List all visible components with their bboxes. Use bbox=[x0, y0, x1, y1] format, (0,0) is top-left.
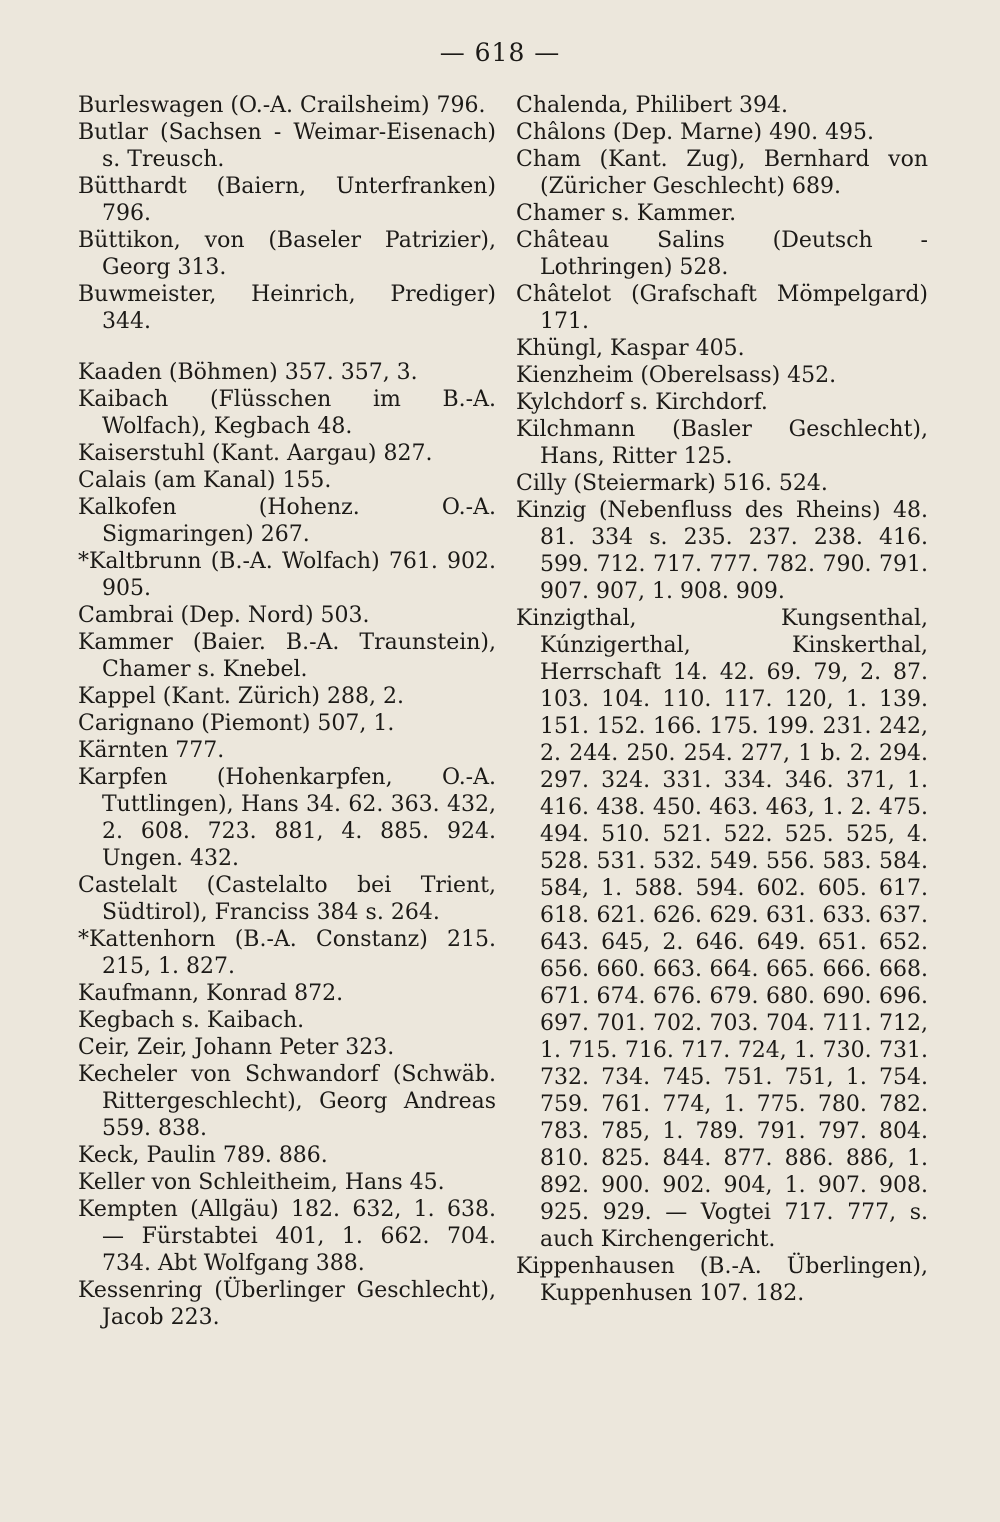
index-entry: Kappel (Kant. Zürich) 288, 2. bbox=[78, 684, 404, 709]
index-entry: Kaiserstuhl (Kant. Aargau) 827. bbox=[78, 441, 433, 466]
index-entry: Kecheler von Schwandorf (Schwäb. Rittergeschlecht), Georg Andreas 559. 838. bbox=[78, 1062, 496, 1141]
index-entry: Cilly (Steiermark) 516. 524. bbox=[516, 471, 828, 496]
index-entry: Butlar (Sachsen - Weimar-Eisenach) s. Treusch. bbox=[78, 120, 496, 172]
left-column bbox=[78, 92, 496, 1331]
index-entry: Kammer (Baier. B.-A. Traunstein), Chamer s. Knebel. bbox=[78, 630, 496, 682]
section-gap bbox=[78, 335, 496, 359]
index-entry: Burleswagen (O.-A. Crailsheim) 796. bbox=[78, 93, 486, 118]
index-entry: Cambrai (Dep. Nord) 503. bbox=[78, 603, 370, 628]
right-column bbox=[516, 92, 928, 1307]
index-entry: Calais (am Kanal) 155. bbox=[78, 468, 332, 493]
index-entry: Keck, Paulin 789. 886. bbox=[78, 1143, 328, 1168]
index-entry: *Kaltbrunn (B.-A. Wolfach) 761. 902. 905. bbox=[78, 549, 496, 601]
index-entry: Kaufmann, Konrad 872. bbox=[78, 981, 344, 1006]
index-entry: Châtelot (Grafschaft Mömpelgard) 171. bbox=[516, 282, 928, 334]
index-entry: Keller von Schleitheim, Hans 45. bbox=[78, 1170, 445, 1195]
index-entry: Kaibach (Flüsschen im B.-A. Wolfach), Kegbach 48. bbox=[78, 387, 496, 439]
index-entry: Châlons (Dep. Marne) 490. 495. bbox=[516, 120, 875, 145]
index-entry: Kegbach s. Kaibach. bbox=[78, 1008, 305, 1033]
index-entry: Carignano (Piemont) 507, 1. bbox=[78, 711, 395, 736]
index-entry: Buwmeister, Heinrich, Prediger) 344. bbox=[78, 282, 496, 334]
index-entry: Chamer s. Kammer. bbox=[516, 201, 737, 226]
index-entry: Kalkofen (Hohenz. O.-A. Sigmaringen) 267. bbox=[78, 495, 496, 547]
index-entry: Cham (Kant. Zug), Bernhard von (Züricher Geschlecht) 689. bbox=[516, 147, 928, 199]
index-entry: Karpfen (Hohenkarpfen, O.-A. Tuttlingen), Hans 34. 62. 363. 432, 2. 608. 723. 881, 4. 885. 924. Ungen. 432. bbox=[78, 765, 496, 871]
index-entry: Kylchdorf s. Kirchdorf. bbox=[516, 390, 768, 415]
index-entry: Kippenhausen (B.-A. Überlingen), Kuppenhusen 107. 182. bbox=[516, 1254, 928, 1306]
index-entry: Büttikon, von (Baseler Patrizier), Georg 313. bbox=[78, 228, 496, 280]
index-entry: Chalenda, Philibert 394. bbox=[516, 93, 789, 118]
index-entry: Château Salins (Deutsch - Lothringen) 528. bbox=[516, 228, 928, 280]
index-entry: Kessenring (Überlinger Geschlecht), Jacob 223. bbox=[78, 1278, 496, 1330]
index-entry: Kienzheim (Oberelsass) 452. bbox=[516, 363, 837, 388]
index-entry: Kinzigthal, Kungsenthal, Kúnzigerthal, Kinskerthal, Herrschaft 14. 42. 69. 79, 2. 87. 103. 104. 110. 117. 120, 1. 139. 151. 152. 166. 175. 199. 231. 242, 2. 244. 250. 254. 277, 1 b. 2. 294. 297. 324. 331. 334. 346. 371, 1. 416. 438. 450. 463. 463, 1. 2. 475. 494. 510. 521. 522. 525. 525, 4. 528. 531. 532. 549. 556. 583. 584. 584, 1. 588. 594. 602. 605. 617. 618. 621. 626. 629. 631. 633. 637. 643. 645, 2. 646. 649. 651. 652. 656. 660. 663. 664. 665. 666. 668. 671. 674. 676. 679. 680. 690. 696. 697. 701. 702. 703. 704. 711. 712, 1. 715. 716. 717. 724, 1. 730. 731. 732. 734. 745. 751. 751, 1. 754. 759. 761. 774, 1. 775. 780. 782. 783. 785, 1. 789. 791. 797. 804. 810. 825. 844. 877. 886. 886, 1. 892. 900. 902. 904, 1. 907. 908. 925. 929. — Vogtei 717. 777, s. auch Kirchengericht. bbox=[516, 606, 928, 1252]
index-entry: Kilchmann (Basler Geschlecht), Hans, Ritter 125. bbox=[516, 417, 928, 469]
index-entry: Khüngl, Kaspar 405. bbox=[516, 336, 745, 361]
page-number: — 618 — bbox=[439, 38, 561, 67]
index-entry: Kaaden (Böhmen) 357. 357, 3. bbox=[78, 360, 418, 385]
index-entry: Kinzig (Nebenfluss des Rheins) 48. 81. 334 s. 235. 237. 238. 416. 599. 712. 717. 777. 782. 790. 791. 907. 907, 1. 908. 909. bbox=[516, 498, 928, 604]
index-entry: Bütthardt (Baiern, Unterfranken) 796. bbox=[78, 174, 496, 226]
index-entry: *Kattenhorn (B.-A. Constanz) 215. 215, 1. 827. bbox=[78, 927, 496, 979]
index-entry: Kempten (Allgäu) 182. 632, 1. 638. — Fürstabtei 401, 1. 662. 704. 734. Abt Wolfgang 388. bbox=[78, 1197, 496, 1276]
index-entry: Ceir, Zeir, Johann Peter 323. bbox=[78, 1035, 395, 1060]
index-entry: Castelalt (Castelalto bei Trient, Südtirol), Franciss 384 s. 264. bbox=[78, 873, 496, 925]
index-entry: Kärnten 777. bbox=[78, 738, 225, 763]
